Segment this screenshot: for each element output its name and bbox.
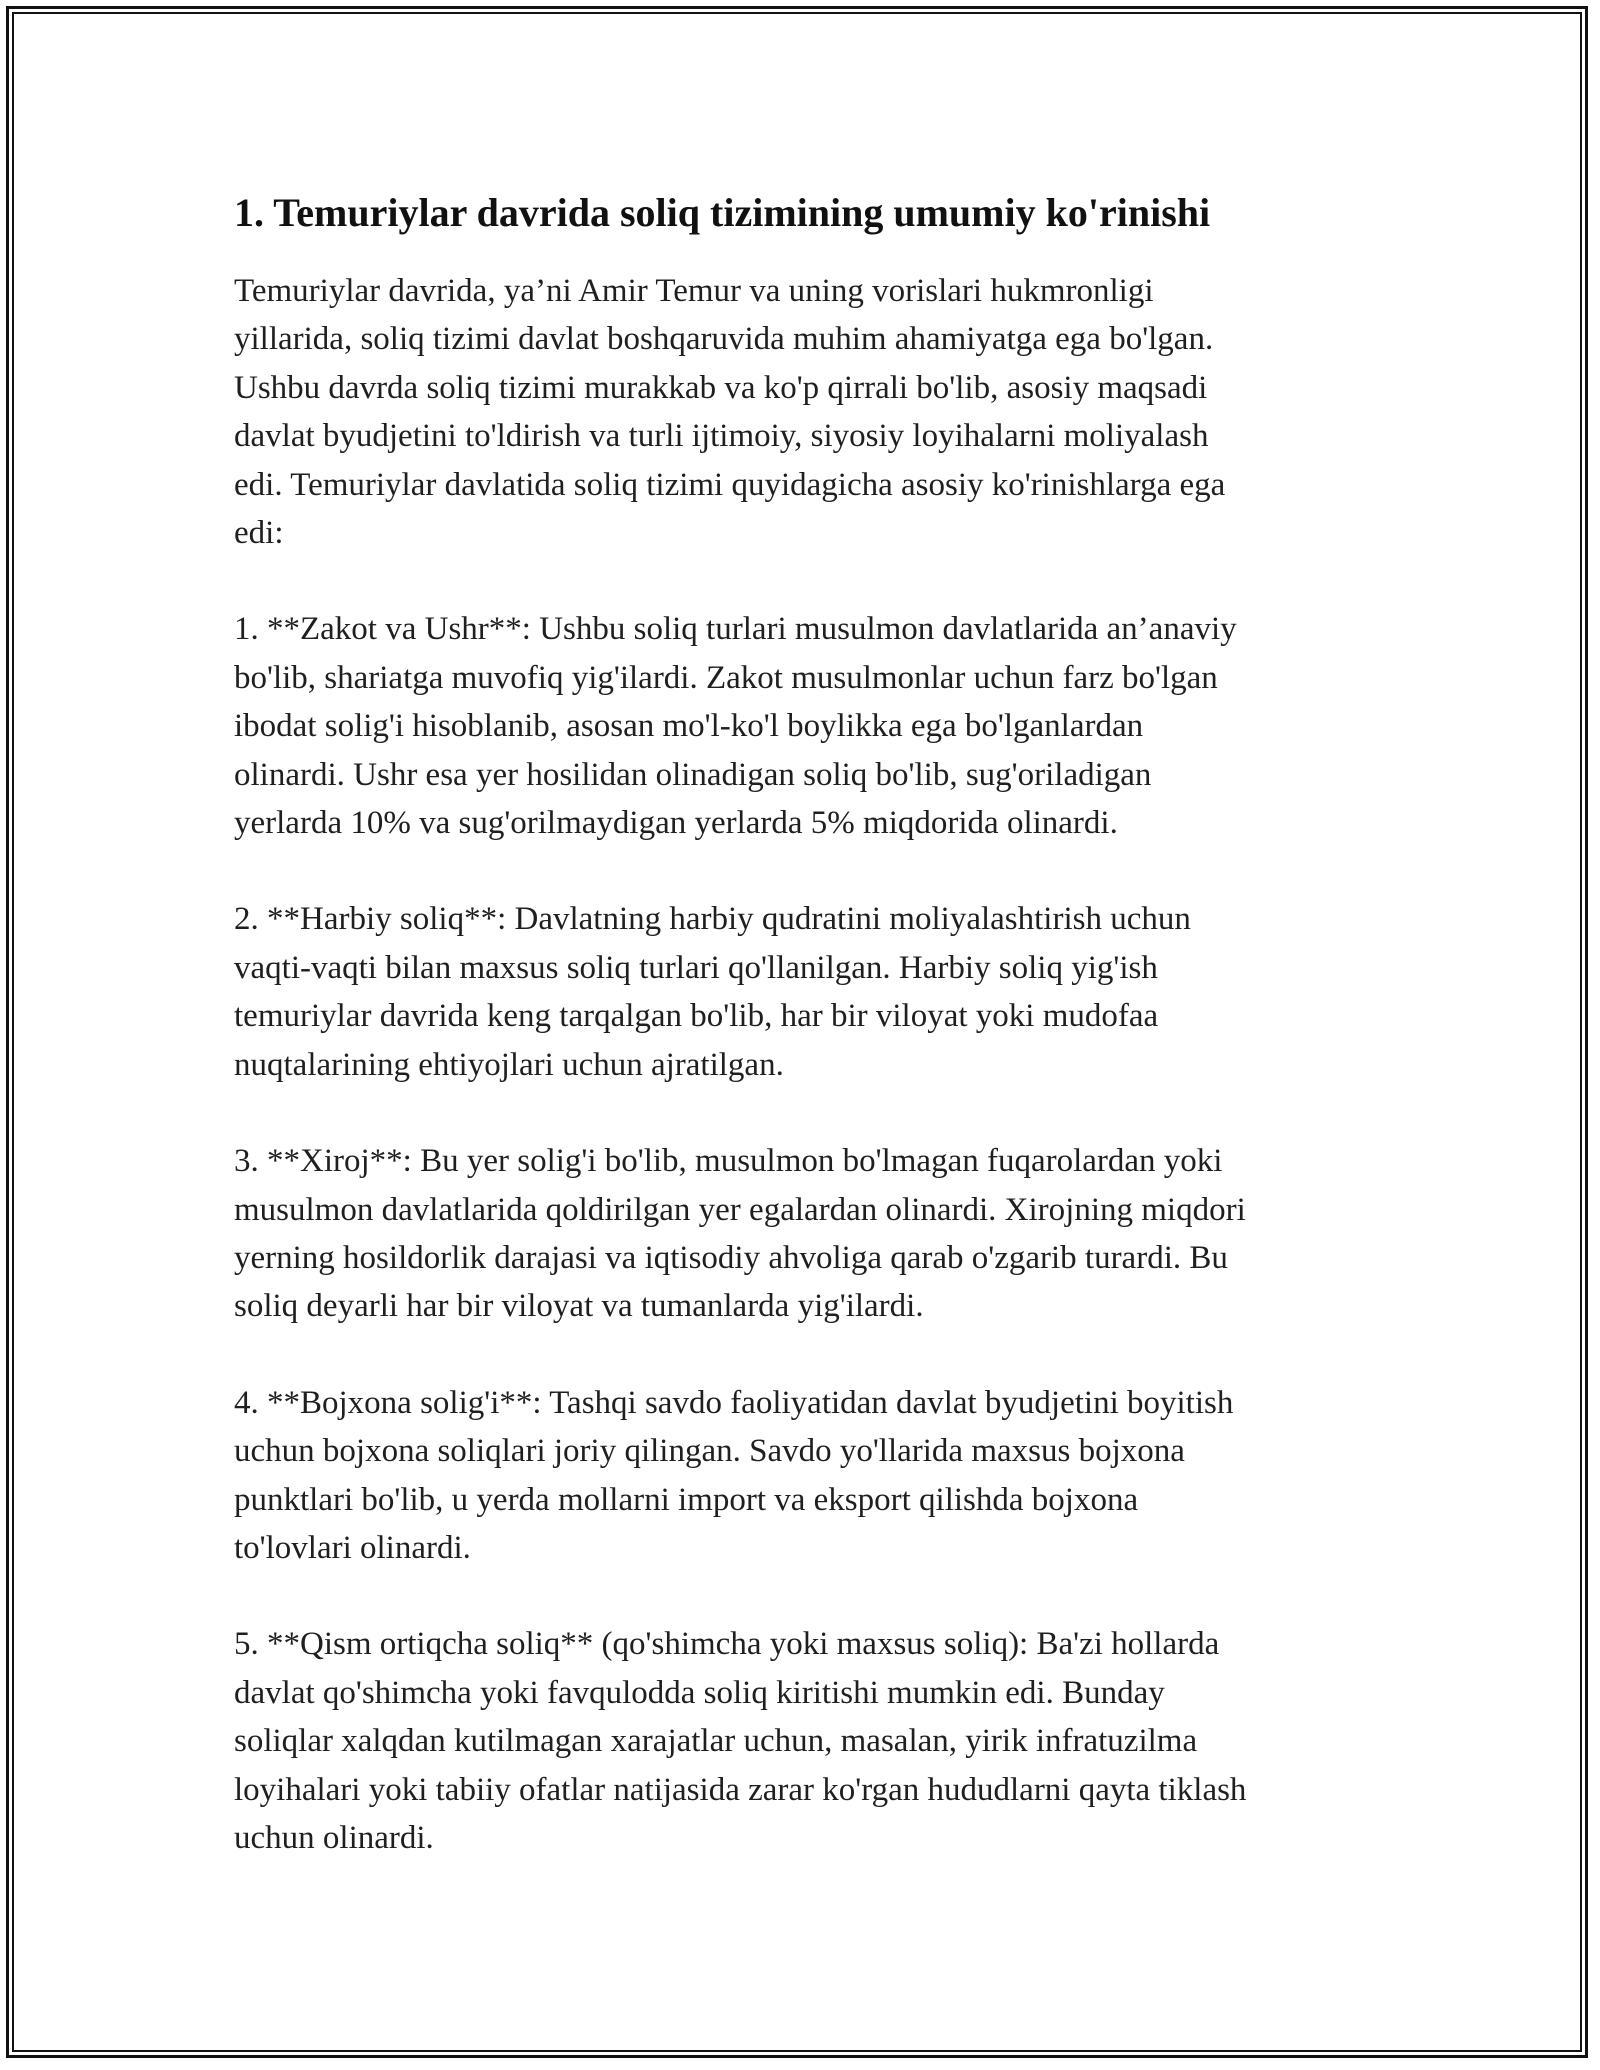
paragraph-bojxona-soligi: 4. **Bojxona solig'i**: Tashqi savdo faoliyatidan davlat byudjetini boyitish uchun bojxona soliqlari joriy qilingan. Savdo yo'llarida maxsus bojxona punktlari bo'lib, u yerda mollarni import va eksport qilishda bojxona to'lovlari olinardi. xyxy=(234,1384,1234,1566)
paragraph-xiroj: 3. **Xiroj**: Bu yer solig'i bo'lib, musulmon bo'lmagan fuqarolardan yoki musulmon davlatlarida qoldirilgan yer egalardan olinardi. Xirojning miqdori yerning hosildorlik darajasi va iqtisodiy ahvoliga qarab o'zgarib turardi. Bu soliq deyarli har bir viloyat va tumanlarda yig'ilardi. xyxy=(234,1143,1246,1325)
document-body xyxy=(234,185,1379,1910)
intro-paragraph: Temuriylar davrida, ya’ni Amir Temur va uning vorislari hukmronligi yillarida, soliq tizimi davlat boshqaruvida muhim ahamiyatga ega bo'lgan. Ushbu davrda soliq tizimi murakkab va ko'p qirrali bo'lib, asosiy maqsadi davlat byudjetini to'ldirish va turli ijtimoiy, siyosiy loyihalarni moliyalash edi. Temuriylar davlatida soliq tizimi quyidagicha asosiy ko'rinishlarga ega edi: xyxy=(234,273,1226,552)
paragraph-harbiy-soliq: 2. **Harbiy soliq**: Davlatning harbiy qudratini moliyalashtirish uchun vaqti-vaqti bilan maxsus soliq turlari qo'llanilgan. Harbiy soliq yig'ish temuriylar davrida keng tarqalgan bo'lib, har bir viloyat yoki mudofaa nuqtalarining ehtiyojlari uchun ajratilgan. xyxy=(234,901,1191,1083)
section-heading: 1. Temuriylar davrida soliq tizimining umumiy ko'rinishi xyxy=(234,190,1211,235)
paragraph-zakot-ushr: 1. **Zakot va Ushr**: Ushbu soliq turlari musulmon davlatlarida an’anaviy bo'lib, shariatga muvofiq yig'ilardi. Zakot musulmonlar uchun farz bo'lgan ibodat solig'i hisoblanib, asosan mo'l-ko'l boylikka ega bo'lganlardan olinardi. Ushr esa yer hosilidan olinadigan soliq bo'lib, sug'oriladigan yerlarda 10% va sug'orilmaydigan yerlarda 5% miqdorida olinardi. xyxy=(234,611,1237,842)
paragraph-qism-ortiqcha-soliq: 5. **Qism ortiqcha soliq** (qo'shimcha yoki maxsus soliq): Ba'zi hollarda davlat qo'shimcha yoki favqulodda soliq kiritishi mumkin edi. Bunday soliqlar xalqdan kutilmagan xarajatlar uchun, masalan, yirik infratuzilma loyihalari yoki tabiiy ofatlar natijasida zarar ko'rgan hududlarni qayta tiklash uchun olinardi. xyxy=(234,1626,1247,1856)
